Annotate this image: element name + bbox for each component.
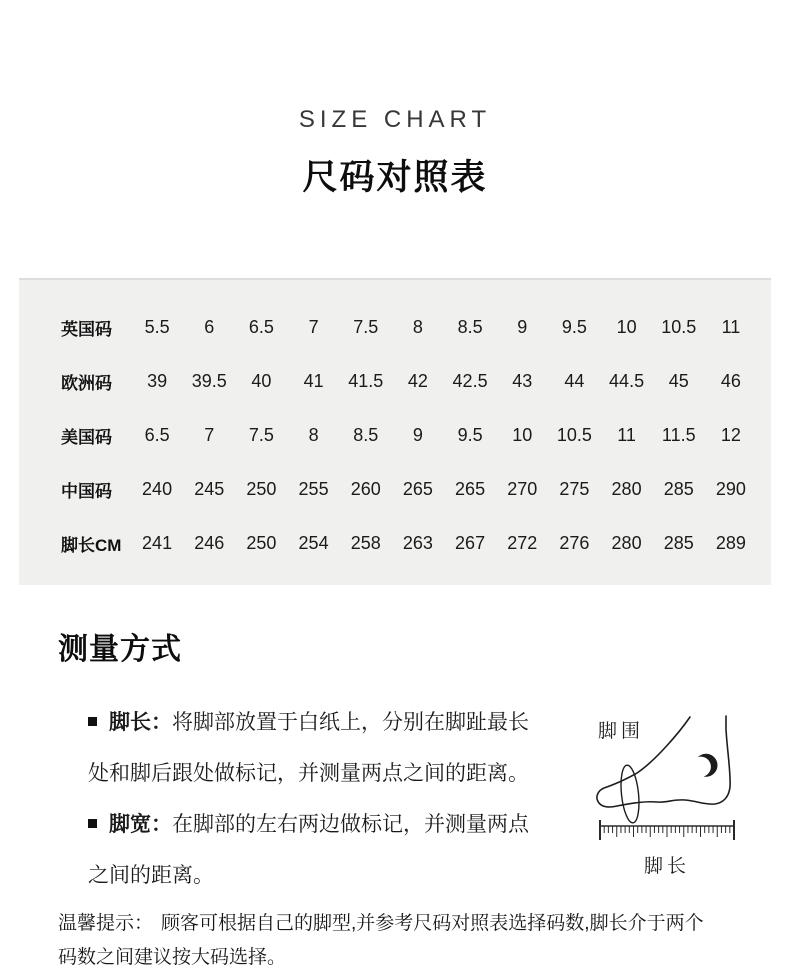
measurement-item-foot-width	[88, 799, 543, 901]
size-cell: 9	[412, 424, 423, 445]
figure-label-girth: 脚围	[598, 721, 645, 742]
size-cell: 8	[308, 424, 319, 445]
size-cell: 6.5	[248, 316, 274, 337]
ruler-ticks	[600, 826, 734, 837]
size-cell: 260	[350, 478, 381, 499]
size-cell: 250	[246, 478, 277, 499]
size-cell: 258	[350, 532, 381, 553]
row-label: 中国码	[61, 481, 112, 501]
size-cell: 10	[616, 316, 637, 337]
ruler	[599, 820, 735, 840]
size-cell: 270	[507, 478, 538, 499]
measurement-term: 脚宽：	[109, 813, 172, 836]
size-cell: 8.5	[353, 424, 379, 445]
figure-label-length: 脚长	[643, 856, 691, 877]
table-row	[19, 300, 757, 354]
measurement-heading: 测量方式	[58, 633, 182, 666]
size-cell: 7.5	[248, 424, 274, 445]
size-cell: 45	[668, 370, 689, 391]
table-row	[19, 462, 757, 516]
table-row	[19, 408, 757, 462]
size-cell: 9	[517, 316, 528, 337]
tip-text: 顾客可根据自己的脚型,并参考尺码对照表选择码数,脚长介于两个码数之间建议按大码选择。	[58, 913, 704, 968]
size-cell: 11	[721, 316, 741, 337]
size-cell: 254	[298, 532, 329, 553]
size-cell: 11.5	[661, 424, 696, 445]
size-cell: 275	[559, 478, 590, 499]
size-cell: 44.5	[609, 370, 645, 391]
tip	[58, 907, 722, 968]
size-cell: 241	[142, 532, 173, 553]
size-cell: 245	[194, 478, 225, 499]
foot-measurement-figure	[593, 699, 763, 889]
size-cell: 41	[303, 370, 324, 391]
size-cell: 42.5	[452, 370, 488, 391]
size-cell: 42	[407, 370, 428, 391]
size-cell: 12	[720, 424, 741, 445]
square-bullet-icon	[88, 819, 97, 828]
size-cell: 43	[512, 370, 533, 391]
size-cell: 272	[507, 532, 538, 553]
size-cell: 290	[715, 478, 746, 499]
row-label: 英国码	[61, 319, 112, 339]
page-title-en: SIZE CHART	[298, 106, 492, 133]
size-cell: 280	[611, 478, 642, 499]
row-label: 欧洲码	[61, 373, 112, 393]
size-cell: 44	[564, 370, 585, 391]
measurement-desc: 将脚部放置于白纸上，分别在脚趾最长处和脚后跟处做标记，并测量两点之间的距离。	[88, 711, 529, 785]
row-label: 脚长CM	[61, 535, 122, 555]
size-cell: 7.5	[353, 316, 379, 337]
size-cell: 39	[147, 370, 168, 391]
size-cell: 10.5	[661, 316, 697, 337]
size-cell: 250	[246, 532, 277, 553]
size-cell: 39.5	[191, 370, 227, 391]
size-cell: 41.5	[348, 370, 384, 391]
size-cell: 276	[559, 532, 590, 553]
measurement-item-foot-length	[88, 697, 543, 799]
size-cell: 289	[715, 532, 746, 553]
size-cell: 9.5	[561, 316, 587, 337]
size-cell: 8	[412, 316, 423, 337]
page-title-cn: 尺码对照表	[302, 158, 488, 197]
size-cell: 285	[663, 478, 694, 499]
measurement-body	[88, 697, 790, 901]
size-cell: 40	[251, 370, 272, 391]
size-cell: 7	[204, 424, 215, 445]
size-cell: 265	[402, 478, 433, 499]
size-cell: 267	[455, 532, 486, 553]
measurement-desc: 在脚部的左右两边做标记，并测量两点之间的距离。	[88, 813, 529, 887]
size-cell: 8.5	[457, 316, 483, 337]
size-cell: 285	[663, 532, 694, 553]
measurement-term: 脚长：	[109, 711, 172, 734]
size-cell: 5.5	[144, 316, 170, 337]
tip-label: 温馨提示：	[58, 913, 154, 934]
ankle-crescent-icon	[698, 754, 717, 777]
size-cell: 9.5	[457, 424, 483, 445]
size-cell: 6	[204, 316, 215, 337]
size-cell: 11	[617, 424, 636, 445]
size-cell: 10	[512, 424, 533, 445]
size-cell: 246	[194, 532, 225, 553]
table-row	[19, 516, 757, 570]
size-cell: 265	[455, 478, 486, 499]
measurement-list	[88, 697, 543, 901]
foot-illustration-icon	[593, 699, 763, 889]
size-cell: 263	[402, 532, 433, 553]
size-cell: 7	[308, 316, 319, 337]
size-table	[19, 278, 771, 585]
size-cell: 6.5	[144, 424, 170, 445]
size-cell: 280	[611, 532, 642, 553]
size-cell: 255	[298, 478, 329, 499]
square-bullet-icon	[88, 717, 97, 726]
table-row	[19, 354, 757, 408]
row-label: 美国码	[61, 427, 112, 447]
size-cell: 10.5	[556, 424, 592, 445]
size-cell: 240	[142, 478, 173, 499]
size-cell: 46	[720, 370, 741, 391]
